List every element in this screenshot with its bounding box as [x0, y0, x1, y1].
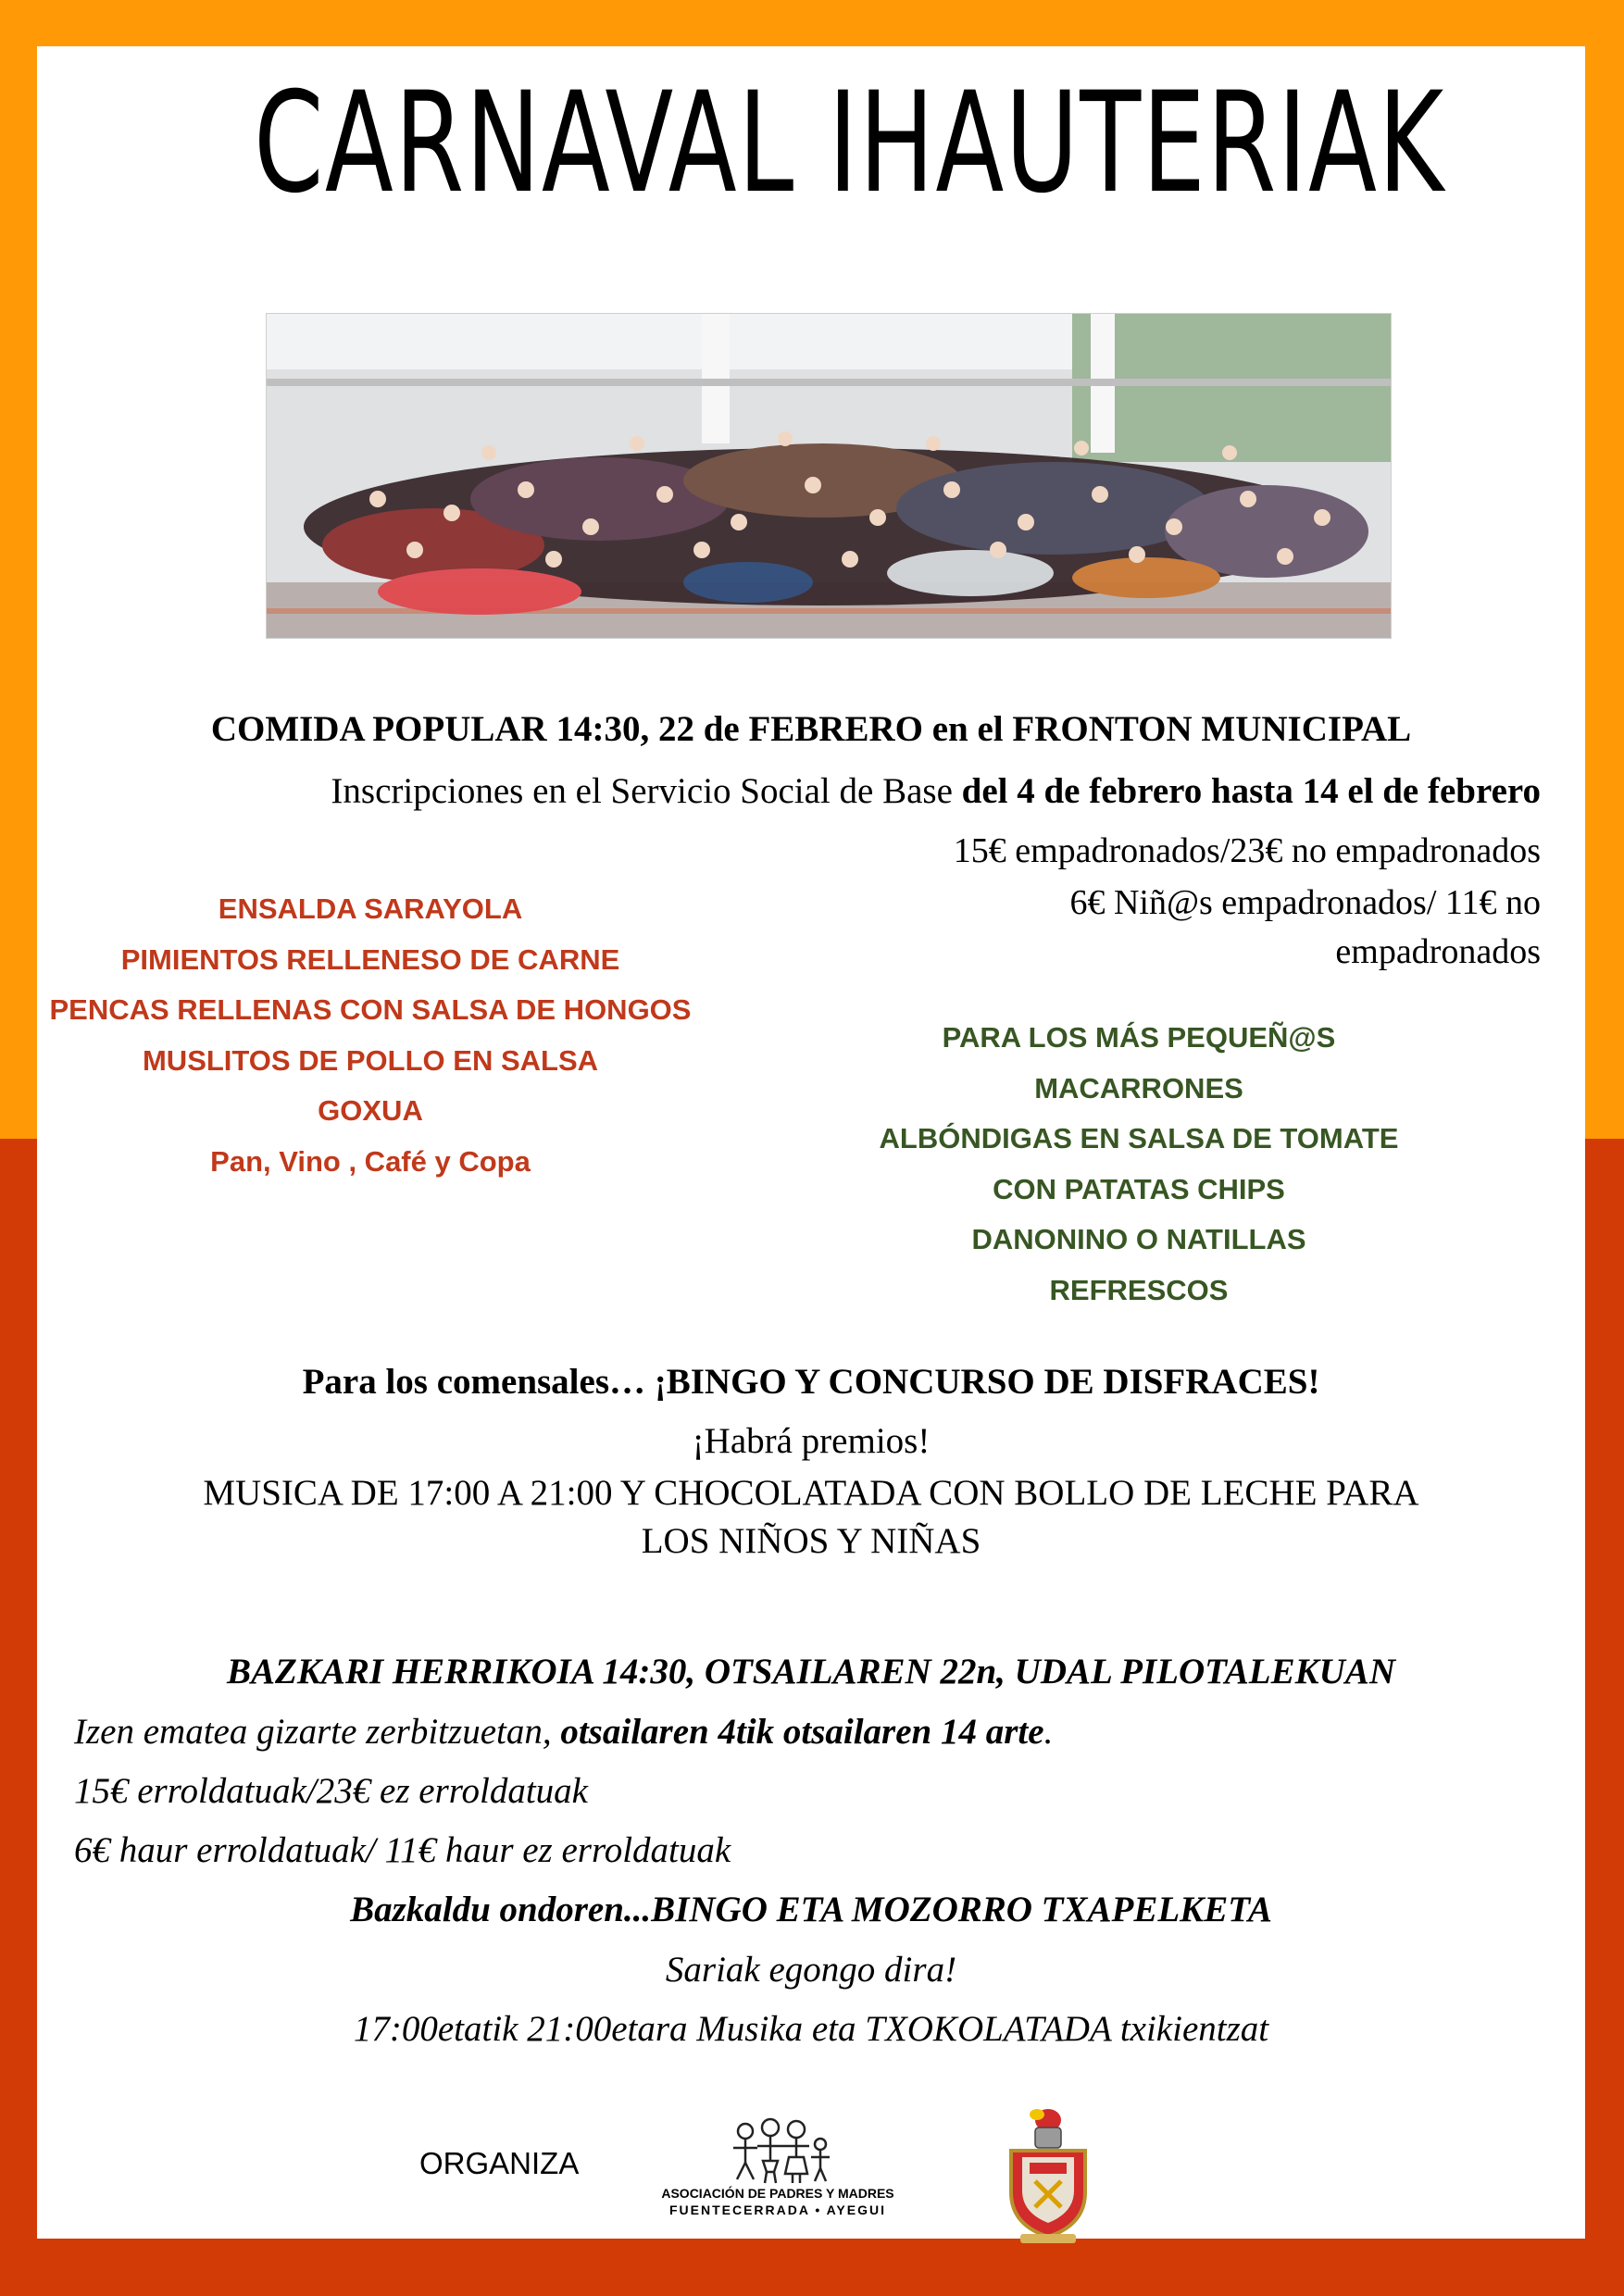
es-inscription-prefix: Inscripciones en el Servicio Social de Base [331, 771, 953, 811]
es-bingo: Para los comensales… ¡BINGO Y CONCURSO DE DISFRACES! [302, 1362, 1320, 1402]
kids-menu-item: ALBÓNDIGAS EN SALSA DE TOMATE [879, 1122, 1399, 1154]
eu-headline: BAZKARI HERRIKOIA 14:30, OTSAILAREN 22n, UDAL PILOTALEKUAN [227, 1652, 1395, 1691]
eu-bingo: Bazkaldu ondoren...BINGO ETA MOZORRO TXAPELKETA [350, 1890, 1272, 1929]
adult-menu-item: MUSLITOS DE POLLO EN SALSA [142, 1043, 599, 1077]
es-music-line1: MUSICA DE 17:00 A 21:00 Y CHOCOLATADA CON BOLLO DE LECHE PARA [203, 1473, 1419, 1513]
eu-music: 17:00etatik 21:00etara Musika eta TXOKOLATADA txikientzat [353, 2009, 1269, 2049]
es-headline: COMIDA POPULAR 14:30, 22 de FEBRERO en el FRONTON MUNICIPAL [210, 709, 1412, 749]
eu-prizes: Sariak egongo dira! [665, 1950, 957, 1990]
es-inscription-dates: del 4 de febrero hasta 14 el de febrero [952, 771, 1541, 811]
group-photo [266, 313, 1392, 639]
assoc-line1: ASOCIACIÓN DE PADRES Y MADRES [661, 2186, 894, 2201]
eu-price-kids: 6€ haur erroldatuak/ 11€ haur ez erroldatuak [74, 1830, 731, 1870]
adult-menu-item: PIMIENTOS RELLENESO DE CARNE [120, 942, 620, 976]
kids-menu-item: REFRESCOS [1049, 1273, 1229, 1306]
eu-inscription [74, 1711, 1053, 1753]
adult-menu-item: ENSALDA SARAYOLA [218, 892, 523, 925]
eu-inscription-dates: otsailaren 4tik otsailaren 14 arte [560, 1712, 1044, 1752]
es-price-adults: 15€ empadronados/23€ no empadronados [953, 831, 1541, 870]
adult-menu [37, 884, 704, 1187]
poster-title: CARNAVAL IHAUTERIAK [254, 63, 1445, 224]
kids-menu-item: PARA LOS MÁS PEQUEÑ@S [942, 1021, 1336, 1054]
assoc-line2: FUENTECERRADA • AYEGUI [668, 2202, 887, 2217]
organiza-label: ORGANIZA [419, 2146, 580, 2180]
es-price-kids-line2: empadronados [1335, 932, 1541, 971]
eu-price-adults: 15€ erroldatuak/23€ ez erroldatuak [74, 1771, 588, 1811]
eu-inscription-suffix: . [1043, 1712, 1054, 1752]
parents-association-name [648, 2185, 907, 2218]
es-music-line2: LOS NIÑOS Y NIÑAS [641, 1521, 981, 1561]
adult-menu-item: Pan, Vino , Café y Copa [210, 1144, 531, 1178]
adult-menu-item: GOXUA [318, 1094, 423, 1127]
kids-menu-item: CON PATATAS CHIPS [993, 1172, 1285, 1205]
adult-menu-item: PENCAS RELLENAS CON SALSA DE HONGOS [49, 993, 692, 1026]
footer [37, 2100, 1585, 2239]
kids-menu-item: MACARRONES [1034, 1071, 1243, 1104]
es-inscription [331, 770, 1541, 812]
kids-menu-item: DANONINO O NATILLAS [971, 1223, 1306, 1255]
kids-menu [815, 1013, 1463, 1316]
es-prizes: ¡Habrá premios! [692, 1421, 931, 1461]
municipal-crest-icon [983, 2100, 1113, 2248]
es-price-kids-line1: 6€ Niñ@s empadronados/ 11€ no [1069, 883, 1541, 922]
eu-inscription-prefix: Izen ematea gizarte zerbitzuetan, [74, 1712, 561, 1752]
poster-sheet [37, 46, 1585, 2239]
